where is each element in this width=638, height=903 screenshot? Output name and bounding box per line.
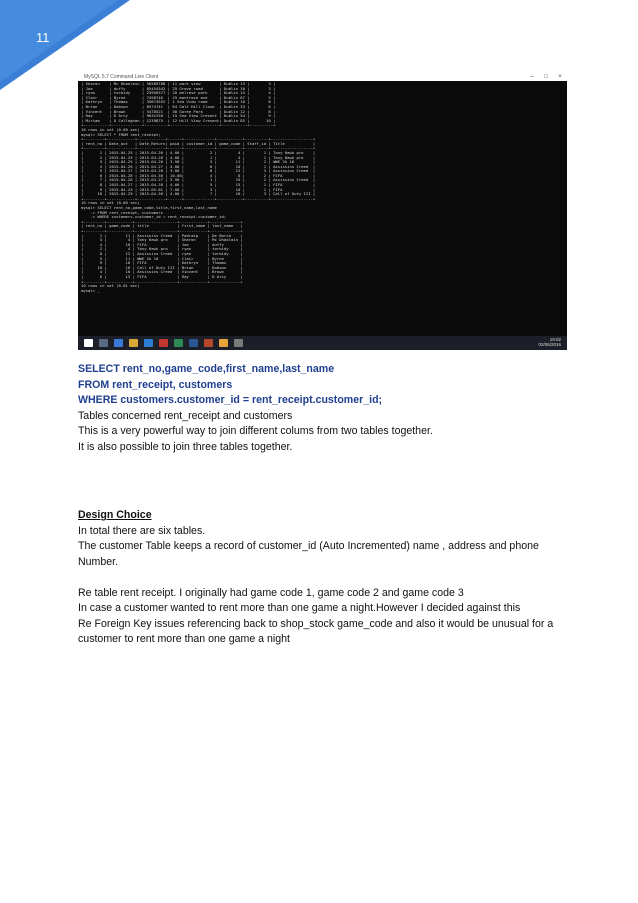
word-icon[interactable] — [189, 339, 198, 347]
console-line: 10 rows in set (0.01 sec) — [81, 283, 140, 289]
minimize-icon[interactable]: – — [530, 73, 534, 80]
console-line: | 3 | 4 | Tony Hawk pro | Sharon | Mc Dhaolain | — [81, 237, 243, 243]
console-titlebar — [78, 72, 567, 81]
console-line: | 9 | 10 | FIFA | Kathryn | Thomas | — [81, 260, 243, 266]
design-paragraph-line: Number. — [78, 555, 119, 568]
console-line: | 6 | 2015-04-28 | 2015-04-30 | 10.00| 4 | 8 | 2 | FIFA | — [81, 172, 316, 178]
store-icon[interactable] — [144, 339, 153, 347]
app-icon[interactable] — [159, 339, 168, 347]
note-line: It is also possible to join three tables together. — [78, 440, 293, 453]
console-window-title: MySQL 5.7 Command Line Client — [84, 73, 159, 80]
console-line: 10 rows in set (0.00 sec) — [81, 126, 140, 132]
console-line: | 4 | 2015-04-26 | 2015-04-27 | 4.00 | 6 | 10 | 1 | Assissins Creed | — [81, 163, 316, 169]
console-line: | Brian | Dobson | 8574741 | 64 Salt Hill Close | Dublin 33 | 6 | — [81, 103, 276, 109]
file-explorer-icon[interactable] — [129, 339, 138, 347]
design-paragraph-line: In case a customer wanted to rent more than one game a night.However I decided against this — [78, 602, 521, 614]
design-paragraph-line: Re Foreign Key issues referencing back to shop_stock game_code and also it would be unusual for a — [78, 617, 554, 630]
console-line: | Ray | D Arcy | 9631258 | 15 Sea View Cresent | Dublin 54 | 9 | — [81, 113, 276, 119]
design-paragraph-line: In total there are six tables. — [78, 524, 206, 537]
design-paragraph-line: Re table rent receipt. I originally had game code 1, game code 2 and game code 3 — [78, 586, 464, 599]
excel-icon[interactable] — [174, 339, 183, 347]
console-line: | 10 | 2015-04-29 | 2015-04-30 | 4.00 | 7 | 16 | 3 | Call of Duty III | — [81, 191, 316, 197]
console-line: | rent_no | game_code | title | first_name | last_name | — [81, 223, 243, 229]
mysql-console-screenshot — [78, 72, 567, 350]
console-output — [81, 82, 564, 336]
maximize-icon[interactable]: □ — [544, 73, 548, 80]
console-line: | 4 | 10 | FIFA | Joe | duffy | — [81, 241, 243, 247]
console-line: +---------+-----------+------------------+------------+-------------+ — [81, 218, 243, 224]
taskbar-clock — [538, 337, 561, 347]
console-line: | ryan | torbidy | 23956377 | 20 melrose park | Dublin 15 | 4 | — [81, 90, 276, 96]
console-line: | 2 | 4 | Tony Hawk pro | ryan | torbidy | — [81, 246, 243, 252]
console-line: | 3 | 2015-04-25 | 2015-04-26 | 3.50 | 3 | 11 | 2 | WWE 2k 16 | — [81, 159, 316, 165]
console-line: +---------+-----------+------------------+------------+-------------+ — [81, 228, 243, 233]
start-icon[interactable] — [84, 339, 93, 347]
console-line: | Sharon | Mc Dhaolain | 56589788 | 11 park view | Dublin 13 | 3 | — [81, 82, 276, 86]
console-line: | 10 | 16 | Call of Duty III | Brian | Dobson | — [81, 264, 243, 270]
console-line: | 7 | 2015-04-26 | 2015-04-27 | 3.50 | 1 | 15 | 2 | Assissins Creed | — [81, 177, 316, 183]
console-line: mysql> SELECT rent_no,game_code,title,first_name,last_name — [81, 205, 217, 211]
console-line: | Kathryn | Thomas | 35674552 | 1 Sea View road | Dublin 16 | 8 | — [81, 99, 276, 105]
console-line: | 8 | 12 | Assissins Creed | ryan | torbidy | — [81, 250, 243, 256]
console-line: | 1 | 2015-04-25 | 2015-04-26 | 4.00 | 2 | 4 | 1 | Tony Hawk pro | — [81, 149, 316, 155]
search-icon[interactable] — [99, 339, 108, 347]
console-line: | 1 | 11 | Assissins Creed | Padraig | De Barca | — [81, 232, 243, 238]
console-line: +-----------+-------------+----------+---------------------+-----------+----------+ — [81, 122, 276, 128]
console-line: -> WHERE customers.customer_id = rent_receipt.customer_id; — [81, 214, 227, 220]
design-heading: Design Choice — [78, 509, 152, 521]
console-line: mysql> SELECT * FROM rent_receipt; — [81, 131, 161, 137]
console-line: +---------+------------+------------+------+-------------+-----------+----------+------------------+ — [81, 195, 316, 201]
close-icon[interactable]: × — [558, 73, 562, 80]
query-block — [78, 362, 578, 455]
query-select-line: SELECT rent_no,game_code,first_name,last_name — [78, 363, 335, 375]
console-line: | 2 | 2015-04-25 | 2015-04-26 | 4.00 | 1 | 4 | 1 | Tony Hawk pro | — [81, 154, 316, 160]
design-paragraph-line: customer to rent more than one game a night — [78, 633, 290, 645]
console-line: | rent_no | Date_out | Date_Return| paid | customer_id | game_code | Staff_id | Title | — [81, 140, 316, 146]
query-where-line: WHERE customers.customer_id = rent_receipt.customer_id; — [78, 394, 383, 406]
console-line: | 5 | 2015-04-27 | 2015-04-28 | 3.00 | 8 | 12 | 3 | Assissins Creed | — [81, 168, 316, 174]
console-line: 10 rows in set (0.00 sec) — [81, 200, 140, 206]
spacer — [78, 570, 578, 586]
console-line: | 6 | 13 | FIFA | Ray | D Arcy | — [81, 273, 243, 279]
mysql-icon[interactable] — [234, 339, 243, 347]
console-line: | 9 | 2015-04-23 | 2015-05-01 | 7.00 | 3 | 10 | 1 | FIFA | — [81, 186, 316, 192]
console-line: mysql> _ — [81, 287, 100, 293]
clock-date: 02/06/2016 — [538, 342, 561, 347]
design-section — [78, 508, 578, 648]
console-line: +---------+------------+------------+------+-------------+-----------+----------+------------------+ — [81, 145, 316, 151]
console-line: | Vincent | Brown | 5478521 | 30 Goree Park | Dublin 12 | 8 | — [81, 108, 276, 114]
chrome-icon[interactable] — [219, 339, 228, 347]
powerpoint-icon[interactable] — [204, 339, 213, 347]
windows-taskbar — [78, 336, 567, 350]
console-line: +---------+-----------+------------------+------------+-------------+ — [81, 278, 243, 284]
console-line: +---------+------------+------------+------+-------------+-----------+----------+------------------+ — [81, 136, 316, 142]
note-line: Tables concerned rent_receipt and customers — [78, 409, 293, 422]
console-line: | Clair | Byrne | 7458746 | 25 montrose ave | Dublin 67 | 5 | — [81, 94, 276, 100]
console-line: | 8 | 2015-04-27 | 2015-04-28 | 4.00 | 5 | 13 | 1 | FIFA | — [81, 182, 316, 188]
console-line: | 4 | 10 | Assissins Creed | Vincent | Brown | — [81, 269, 243, 275]
edge-icon[interactable] — [114, 339, 123, 347]
design-paragraph-line: The customer Table keeps a record of customer_id (Auto Incremented) name , address and phone — [78, 540, 539, 552]
page-number: 11 — [36, 30, 50, 45]
console-line: | Miriam | O Callaghan | 1239875 | 12 Hill View Cresent| Dublin 85 | 10 | — [81, 117, 276, 123]
clock-time: 19:02 — [549, 337, 561, 342]
console-line: | 5 | 11 | WWE 2k 16 | Clair | Byrne | — [81, 255, 243, 261]
console-line: | Joe | duffy | 85454342 | 25 Grove road | Dublin 10 | 3 | — [81, 85, 276, 91]
console-line: -> FROM rent_receipt, customers — [81, 209, 163, 215]
note-line: This is a very powerful way to join different colums from two tables together. — [78, 425, 433, 437]
query-from-line: FROM rent_receipt, customers — [78, 378, 233, 391]
